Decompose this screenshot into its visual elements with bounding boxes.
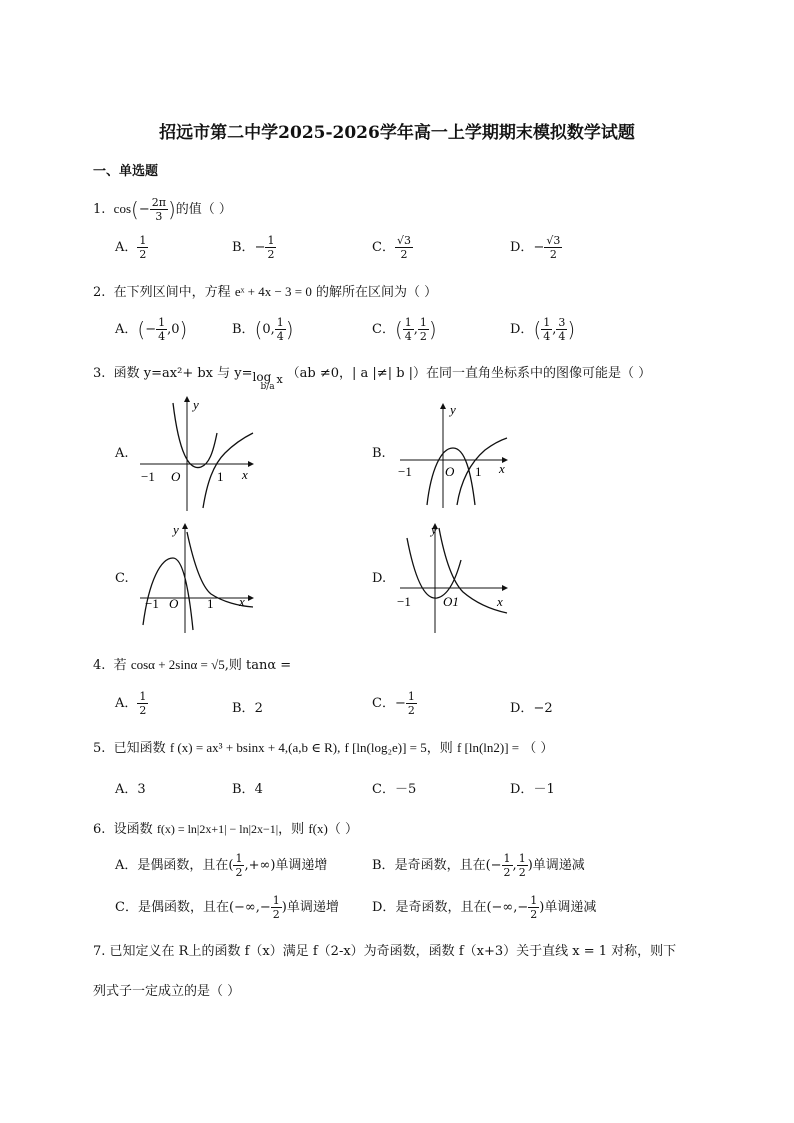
svg-text:x: x xyxy=(242,467,248,482)
q6-option-c[interactable]: C．是偶函数，且在(−∞,− $\frac{1}{2}$ )单调递增 xyxy=(115,894,339,921)
question-stem-line-2: 列式子一定成立的是（ ） xyxy=(93,984,241,999)
question-1: 1. cos(− $\frac{2\pi}{3}$ )的值（ ） xyxy=(93,196,232,223)
svg-text:O: O xyxy=(445,464,455,479)
function-def: f(x) = ln|2x+1| − ln|2x−1| xyxy=(156,822,279,836)
ask-expr: f(x) xyxy=(308,821,328,836)
question-number: 5. xyxy=(93,741,106,756)
q3-option-b[interactable]: B. xyxy=(372,446,386,461)
cos-text: cos xyxy=(113,201,132,216)
q4-option-a[interactable]: A． $\frac{1}{2}$ xyxy=(115,690,147,717)
question-number: 1. xyxy=(93,202,106,217)
q1-option-d[interactable]: D．− $\frac{√3}{2}$ xyxy=(510,234,561,261)
svg-text:O: O xyxy=(169,596,179,611)
condition: f [ln(log₂e)] = 5 xyxy=(344,740,427,755)
question-number: 2. xyxy=(93,285,106,300)
question-stem: 的值（ ） xyxy=(175,202,232,217)
question-number: 6. xyxy=(93,822,106,837)
equation: eˣ + 4x − 3 = 0 xyxy=(234,284,312,299)
q2-option-c[interactable]: C．( $\frac{1}{4}$ , $\frac{1}{2}$ ) xyxy=(372,316,437,343)
svg-text:y: y xyxy=(193,397,199,412)
svg-text:1: 1 xyxy=(207,596,214,611)
graph-d xyxy=(395,520,515,635)
svg-text:1: 1 xyxy=(475,464,482,479)
graph-b xyxy=(395,400,515,510)
function-def: f (x) = ax³ + bsinx + 4,(a,b ∈ R), xyxy=(169,740,341,755)
question-7 xyxy=(93,940,676,959)
q5-option-a[interactable]: A．3 xyxy=(115,782,146,797)
svg-text:x: x xyxy=(499,461,505,476)
svg-text:−1: −1 xyxy=(141,469,155,484)
question-6: 6. 设函数 f(x) = ln|2x+1| − ln|2x−1|，则 f(x)（ ） xyxy=(93,821,358,837)
svg-text:O: O xyxy=(171,469,181,484)
fraction: $\frac{2\pi}{3}$ xyxy=(151,196,166,223)
q1-option-c[interactable]: C． $\frac{√3}{2}$ xyxy=(372,234,411,261)
question-5: 5. 已知函数 f (x) = ax³ + bsinx + 4,(a,b ∈ R), f [ln(log₂e)] = 5，则 f [ln(ln2)] = （ ） xyxy=(93,740,554,756)
q1-option-b[interactable]: B．− $\frac{1}{2}$ xyxy=(232,234,275,261)
section-heading: 一、单选题 xyxy=(93,164,159,179)
q2-option-b[interactable]: B．(0, $\frac{1}{4}$ ) xyxy=(232,316,294,343)
svg-text:−1: −1 xyxy=(398,464,412,479)
graph-a xyxy=(135,393,260,513)
question-2: 2. 在下列区间中，方程 eˣ + 4x − 3 = 0 的解所在区间为（ ） xyxy=(93,284,438,300)
question-4: 4. 若 cosα + 2sinα = √5,则 tanα = xyxy=(93,657,292,673)
q6-option-a[interactable]: A．是偶函数，且在( $\frac{1}{2}$ ,+∞)单调递增 xyxy=(115,852,328,879)
q6-option-b[interactable]: B．是奇函数，且在(− $\frac{1}{2}$ , $\frac{1}{2}$ )单调递减 xyxy=(372,852,585,879)
svg-text:−1: −1 xyxy=(145,596,159,611)
q4-option-b[interactable]: B．2 xyxy=(232,701,263,716)
question-3: 3. 函数 y=ax²+ bx 与 y= log b/a x （ab ≠0，| a |≠| b |）在同一直角坐标系中的图像可能是（ ） xyxy=(93,366,652,392)
q2-option-a[interactable]: A．(− $\frac{1}{4}$ ,0) xyxy=(115,316,188,343)
svg-text:y: y xyxy=(450,402,456,417)
svg-text:O1: O1 xyxy=(443,594,459,609)
svg-text:y: y xyxy=(431,522,437,537)
q3-option-a[interactable]: A. xyxy=(115,446,129,461)
svg-text:x: x xyxy=(497,594,503,609)
svg-text:1: 1 xyxy=(217,469,224,484)
question-stem-line-1: 已知定义在 R上的函数 f（x）满足 f（2-x）为奇函数，函数 f（x+3）关于直线 x = 1 对称，则下 xyxy=(109,944,677,959)
question-number: 3. xyxy=(93,366,106,381)
q3-option-d[interactable]: D. xyxy=(372,571,387,586)
equation: cosα + 2sinα = √5 xyxy=(130,657,225,672)
svg-text:y: y xyxy=(173,522,179,537)
q5-option-c[interactable]: C．－5 xyxy=(372,782,417,797)
neg-sign: − xyxy=(138,202,150,217)
svg-text:−1: −1 xyxy=(397,594,411,609)
graph-c xyxy=(135,520,260,635)
q4-option-d[interactable]: D．−2 xyxy=(510,701,553,716)
q6-option-d[interactable]: D．是奇函数，且在(−∞,− $\frac{1}{2}$ )单调递减 xyxy=(372,894,597,921)
document-title: 招远市第二中学2025-2026学年高一上学期期末模拟数学试题 xyxy=(159,123,635,143)
q1-option-a[interactable]: A． $\frac{1}{2}$ xyxy=(115,234,147,261)
q5-option-d[interactable]: D．－1 xyxy=(510,782,555,797)
question-number: 4. xyxy=(93,658,106,673)
ask-expr: f [ln(ln2)] = xyxy=(456,740,520,755)
q2-option-d[interactable]: D．( $\frac{1}{4}$ , $\frac{3}{4}$ ) xyxy=(510,316,576,343)
question-number: 7. xyxy=(93,944,106,959)
q5-option-b[interactable]: B．4 xyxy=(232,782,263,797)
q3-option-c[interactable]: C. xyxy=(115,571,129,586)
svg-text:x: x xyxy=(239,594,245,609)
q4-option-c[interactable]: C．− $\frac{1}{2}$ xyxy=(372,690,415,717)
